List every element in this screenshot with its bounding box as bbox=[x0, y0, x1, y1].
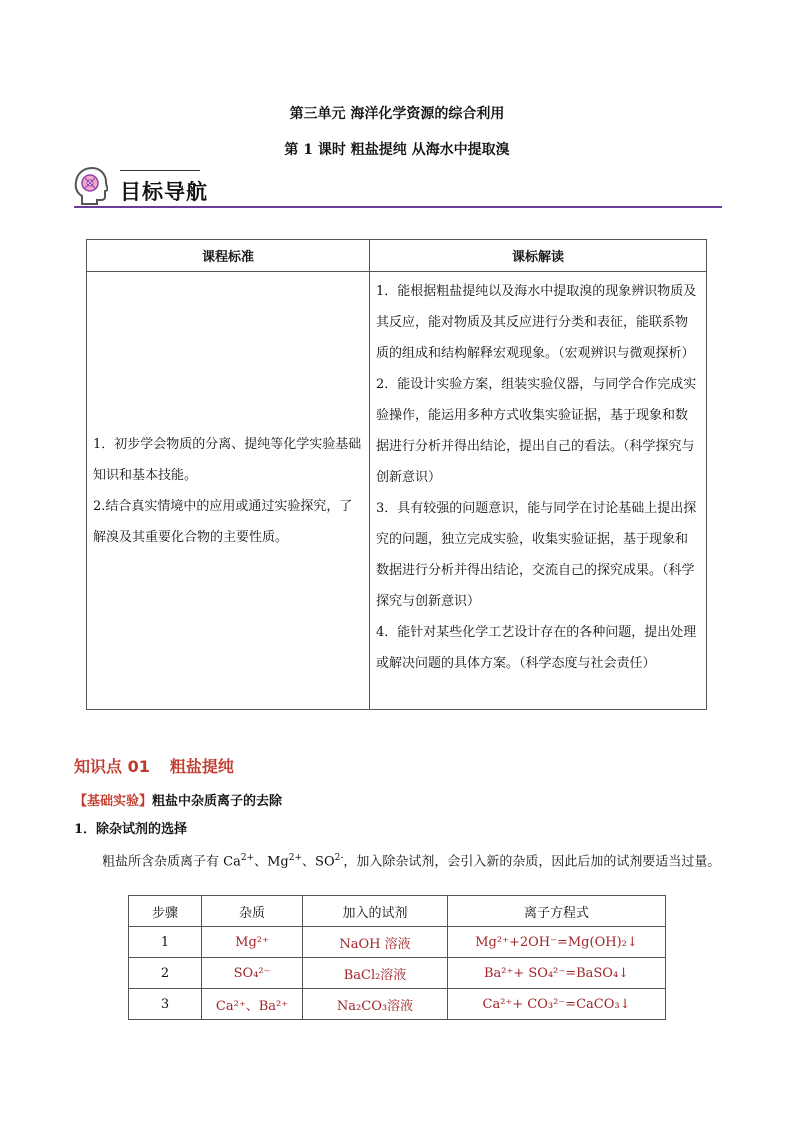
table-row bbox=[129, 989, 666, 1020]
col-header: 离子方程式 bbox=[448, 896, 666, 927]
knowledge-point-heading bbox=[74, 754, 234, 777]
experiment-title: 粗盐中杂质离子的去除 bbox=[152, 794, 283, 809]
equation-cell: Mg²⁺+2OH⁻=Mg(OH)₂↓ bbox=[448, 927, 666, 958]
col-header: 加入的试剂 bbox=[303, 896, 448, 927]
col-header-standards: 课程标准 bbox=[87, 240, 370, 272]
interpretation-cell bbox=[370, 272, 707, 710]
interpretation-item: 4．能针对某些化学工艺设计存在的各种问题，提出处理或解决问题的具体方案。（科学态度与社会责任） bbox=[376, 625, 697, 671]
col-header: 杂质 bbox=[202, 896, 303, 927]
nav-title: 目标导航 bbox=[120, 180, 208, 204]
knowledge-point-title: 粗盐提纯 bbox=[169, 757, 234, 776]
equation-cell: Ca²⁺+ CO₃²⁻=CaCO₃↓ bbox=[448, 989, 666, 1020]
standard-item: 2.结合真实情境中的应用或通过实验探究，了解溴及其重要化合物的主要性质。 bbox=[93, 498, 353, 545]
impurity-cell: SO₄²⁻ bbox=[202, 958, 303, 989]
table-row bbox=[129, 927, 666, 958]
table-header-row bbox=[129, 896, 666, 927]
experiment-tag: 【基础实验】 bbox=[74, 794, 153, 809]
lesson-title: 第 1 课时 粗盐提纯 从海水中提取溴 bbox=[284, 142, 510, 158]
experiment-heading bbox=[74, 790, 282, 809]
unit-title: 第三单元 海洋化学资源的综合利用 bbox=[289, 106, 505, 122]
step-cell: 3 bbox=[129, 989, 202, 1020]
reagent-cell: Na₂CO₃溶液 bbox=[303, 989, 448, 1020]
reagent-cell: NaOH 溶液 bbox=[303, 927, 448, 958]
ion-removal-table bbox=[128, 895, 666, 1020]
table-row bbox=[129, 958, 666, 989]
knowledge-point-number: 知识点 01 bbox=[74, 757, 150, 776]
nav-top-line bbox=[120, 170, 200, 171]
reagent-cell: BaCl₂溶液 bbox=[303, 958, 448, 989]
impurity-cell: Ca²⁺、Ba²⁺ bbox=[202, 989, 303, 1020]
head-gear-icon bbox=[74, 166, 108, 206]
step-cell: 1 bbox=[129, 927, 202, 958]
standards-table bbox=[86, 239, 707, 710]
standards-cell bbox=[87, 272, 370, 710]
col-header-interpretation: 课标解读 bbox=[370, 240, 707, 272]
interpretation-item: 2．能设计实验方案，组装实验仪器，与同学合作完成实验操作，能运用多种方式收集实验证据，基于现象和数据进行分析并得出结论，提出自己的看法。（科学探究与创新意识） bbox=[376, 377, 697, 485]
section-heading: 1．除杂试剂的选择 bbox=[74, 822, 188, 837]
standard-item: 1．初步学会物质的分离、提纯等化学实验基础知识和基本技能。 bbox=[93, 436, 362, 483]
equation-cell: Ba²⁺+ SO₄²⁻=BaSO₄↓ bbox=[448, 958, 666, 989]
interpretation-item: 1．能根据粗盐提纯以及海水中提取溴的现象辨识物质及其反应，能对物质及其反应进行分类和表征，能联系物质的组成和结构解释宏观现象。（宏观辨识与微观探析） bbox=[376, 284, 697, 361]
table-row bbox=[87, 272, 707, 710]
impurity-cell: Mg²⁺ bbox=[202, 927, 303, 958]
section-paragraph: 粗盐所含杂质离子有 $Ca^{2+}$、$Mg^{2+}$、$SO^{2-}$，加入除杂试剂，会引入新的杂质，因此后加的试剂要适当过量。 bbox=[102, 853, 721, 870]
col-header: 步骤 bbox=[129, 896, 202, 927]
nav-divider bbox=[74, 206, 722, 208]
table-header-row bbox=[87, 240, 707, 272]
step-cell: 2 bbox=[129, 958, 202, 989]
interpretation-item: 3．具有较强的问题意识，能与同学在讨论基础上提出探究的问题，独立完成实验，收集实验证据，基于现象和数据进行分析并得出结论，交流自己的探究成果。（科学探究与创新意识） bbox=[376, 501, 697, 609]
